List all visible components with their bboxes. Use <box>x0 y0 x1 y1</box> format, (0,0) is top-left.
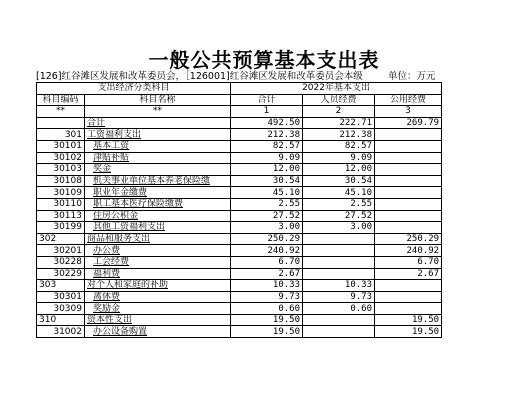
table-row <box>37 314 442 326</box>
row-code: 30108 <box>37 175 85 187</box>
row-name: 基本工资 <box>85 140 231 152</box>
marker-code: ** <box>37 106 85 118</box>
table-row <box>37 164 442 176</box>
row-public <box>375 280 442 292</box>
row-total: 9.73 <box>231 291 303 303</box>
row-public <box>375 152 442 164</box>
report-subtitle <box>36 68 456 82</box>
row-name: 其他工资福利支出 <box>85 222 231 234</box>
row-code: 301 <box>37 129 85 141</box>
row-personnel: 2.55 <box>303 198 375 210</box>
header-basic-expenditure: 2022年基本支出 <box>231 83 442 95</box>
row-public: 2.67 <box>375 268 442 280</box>
table-row <box>37 280 442 292</box>
table-row <box>37 117 442 129</box>
row-personnel: 45.10 <box>303 187 375 199</box>
row-name: 津贴补贴 <box>85 152 231 164</box>
row-code: 30301 <box>37 291 85 303</box>
row-personnel: 30.54 <box>303 175 375 187</box>
table-body <box>37 117 442 337</box>
row-code: 30102 <box>37 152 85 164</box>
row-public <box>375 129 442 141</box>
marker-col-1: 1 <box>231 106 303 118</box>
row-code: 30229 <box>37 268 85 280</box>
row-total: 19.50 <box>231 314 303 326</box>
header-column-row <box>37 94 442 106</box>
row-total: 45.10 <box>231 187 303 199</box>
row-total: 30.54 <box>231 175 303 187</box>
row-public <box>375 164 442 176</box>
table-row <box>37 198 442 210</box>
row-personnel: 9.73 <box>303 291 375 303</box>
header-personnel: 人员经费 <box>303 94 375 106</box>
row-total: 2.67 <box>231 268 303 280</box>
row-public <box>375 140 442 152</box>
row-total: 19.50 <box>231 326 303 338</box>
row-public <box>375 198 442 210</box>
marker-col-2: 2 <box>303 106 375 118</box>
row-name: 对个人和家庭的补助 <box>85 280 231 292</box>
report-title: 一般公共预算基本支出表 <box>148 48 380 72</box>
expenditure-table <box>36 82 442 338</box>
row-public: 269.79 <box>375 117 442 129</box>
row-personnel: 12.00 <box>303 164 375 176</box>
row-name: 住房公积金 <box>85 210 231 222</box>
row-personnel <box>303 245 375 257</box>
unit-organization: [126]红谷滩区发展和改革委员会，［126001]红谷滩区发展和改革委员会本级 <box>36 71 363 82</box>
row-name: 办公设备购置 <box>85 326 231 338</box>
row-personnel: 27.52 <box>303 210 375 222</box>
row-code: 30109 <box>37 187 85 199</box>
table-row <box>37 256 442 268</box>
row-code: 30103 <box>37 164 85 176</box>
header-group-row <box>37 83 442 95</box>
table-row <box>37 233 442 245</box>
table-row <box>37 187 442 199</box>
header-subject-code: 科目编码 <box>37 94 85 106</box>
header-economic-class: 支出经济分类科目 <box>37 83 231 95</box>
row-public <box>375 175 442 187</box>
row-code: 302 <box>37 233 85 245</box>
row-code: 30228 <box>37 256 85 268</box>
row-code: 303 <box>37 280 85 292</box>
row-personnel <box>303 233 375 245</box>
table-row <box>37 129 442 141</box>
row-name: 职工基本医疗保险缴费 <box>85 198 231 210</box>
row-public: 250.29 <box>375 233 442 245</box>
row-personnel <box>303 268 375 280</box>
row-personnel: 212.38 <box>303 129 375 141</box>
row-personnel: 9.09 <box>303 152 375 164</box>
row-personnel: 3.00 <box>303 222 375 234</box>
row-public: 6.70 <box>375 256 442 268</box>
row-total: 0.60 <box>231 303 303 315</box>
row-code: 30199 <box>37 222 85 234</box>
table-row <box>37 303 442 315</box>
table-row <box>37 175 442 187</box>
row-code <box>37 117 85 129</box>
row-name: 资本性支出 <box>85 314 231 326</box>
table-row <box>37 152 442 164</box>
row-total: 82.57 <box>231 140 303 152</box>
table-row <box>37 268 442 280</box>
row-name: 奖励金 <box>85 303 231 315</box>
row-name: 合计 <box>85 117 231 129</box>
table-row <box>37 140 442 152</box>
row-total: 10.33 <box>231 280 303 292</box>
row-name: 工会经费 <box>85 256 231 268</box>
row-total: 9.09 <box>231 152 303 164</box>
row-name: 福利费 <box>85 268 231 280</box>
row-personnel: 10.33 <box>303 280 375 292</box>
row-code: 30110 <box>37 198 85 210</box>
row-total: 250.29 <box>231 233 303 245</box>
row-name: 商品和服务支出 <box>85 233 231 245</box>
row-code: 310 <box>37 314 85 326</box>
row-total: 240.92 <box>231 245 303 257</box>
unit-label: 单位：万元 <box>388 71 436 82</box>
row-total: 212.38 <box>231 129 303 141</box>
row-name: 办公费 <box>85 245 231 257</box>
row-public: 240.92 <box>375 245 442 257</box>
row-total: 3.00 <box>231 222 303 234</box>
row-total: 27.52 <box>231 210 303 222</box>
row-personnel <box>303 314 375 326</box>
row-personnel <box>303 256 375 268</box>
row-public <box>375 291 442 303</box>
table-row <box>37 222 442 234</box>
marker-name: ** <box>85 106 231 118</box>
row-code: 31002 <box>37 326 85 338</box>
row-code: 30201 <box>37 245 85 257</box>
row-personnel <box>303 326 375 338</box>
row-public <box>375 187 442 199</box>
row-personnel: 0.60 <box>303 303 375 315</box>
header-marker-row <box>37 106 442 118</box>
row-code: 30101 <box>37 140 85 152</box>
row-total: 12.00 <box>231 164 303 176</box>
row-code: 30309 <box>37 303 85 315</box>
table-row <box>37 326 442 338</box>
table-row <box>37 245 442 257</box>
row-total: 6.70 <box>231 256 303 268</box>
row-name: 离休费 <box>85 291 231 303</box>
row-name: 职业年金缴费 <box>85 187 231 199</box>
row-public <box>375 222 442 234</box>
row-name: 工资福利支出 <box>85 129 231 141</box>
row-total: 2.55 <box>231 198 303 210</box>
marker-col-3: 3 <box>375 106 442 118</box>
row-personnel: 82.57 <box>303 140 375 152</box>
row-public <box>375 303 442 315</box>
table-row <box>37 210 442 222</box>
header-subject-name: 科目名称 <box>85 94 231 106</box>
row-public <box>375 210 442 222</box>
row-code: 30113 <box>37 210 85 222</box>
header-total: 合计 <box>231 94 303 106</box>
row-personnel: 222.71 <box>303 117 375 129</box>
row-name: 机关事业单位基本养老保险缴 <box>85 175 231 187</box>
header-public: 公用经费 <box>375 94 442 106</box>
row-name: 奖金 <box>85 164 231 176</box>
table-row <box>37 291 442 303</box>
row-public: 19.50 <box>375 326 442 338</box>
row-total: 492.50 <box>231 117 303 129</box>
row-public: 19.50 <box>375 314 442 326</box>
